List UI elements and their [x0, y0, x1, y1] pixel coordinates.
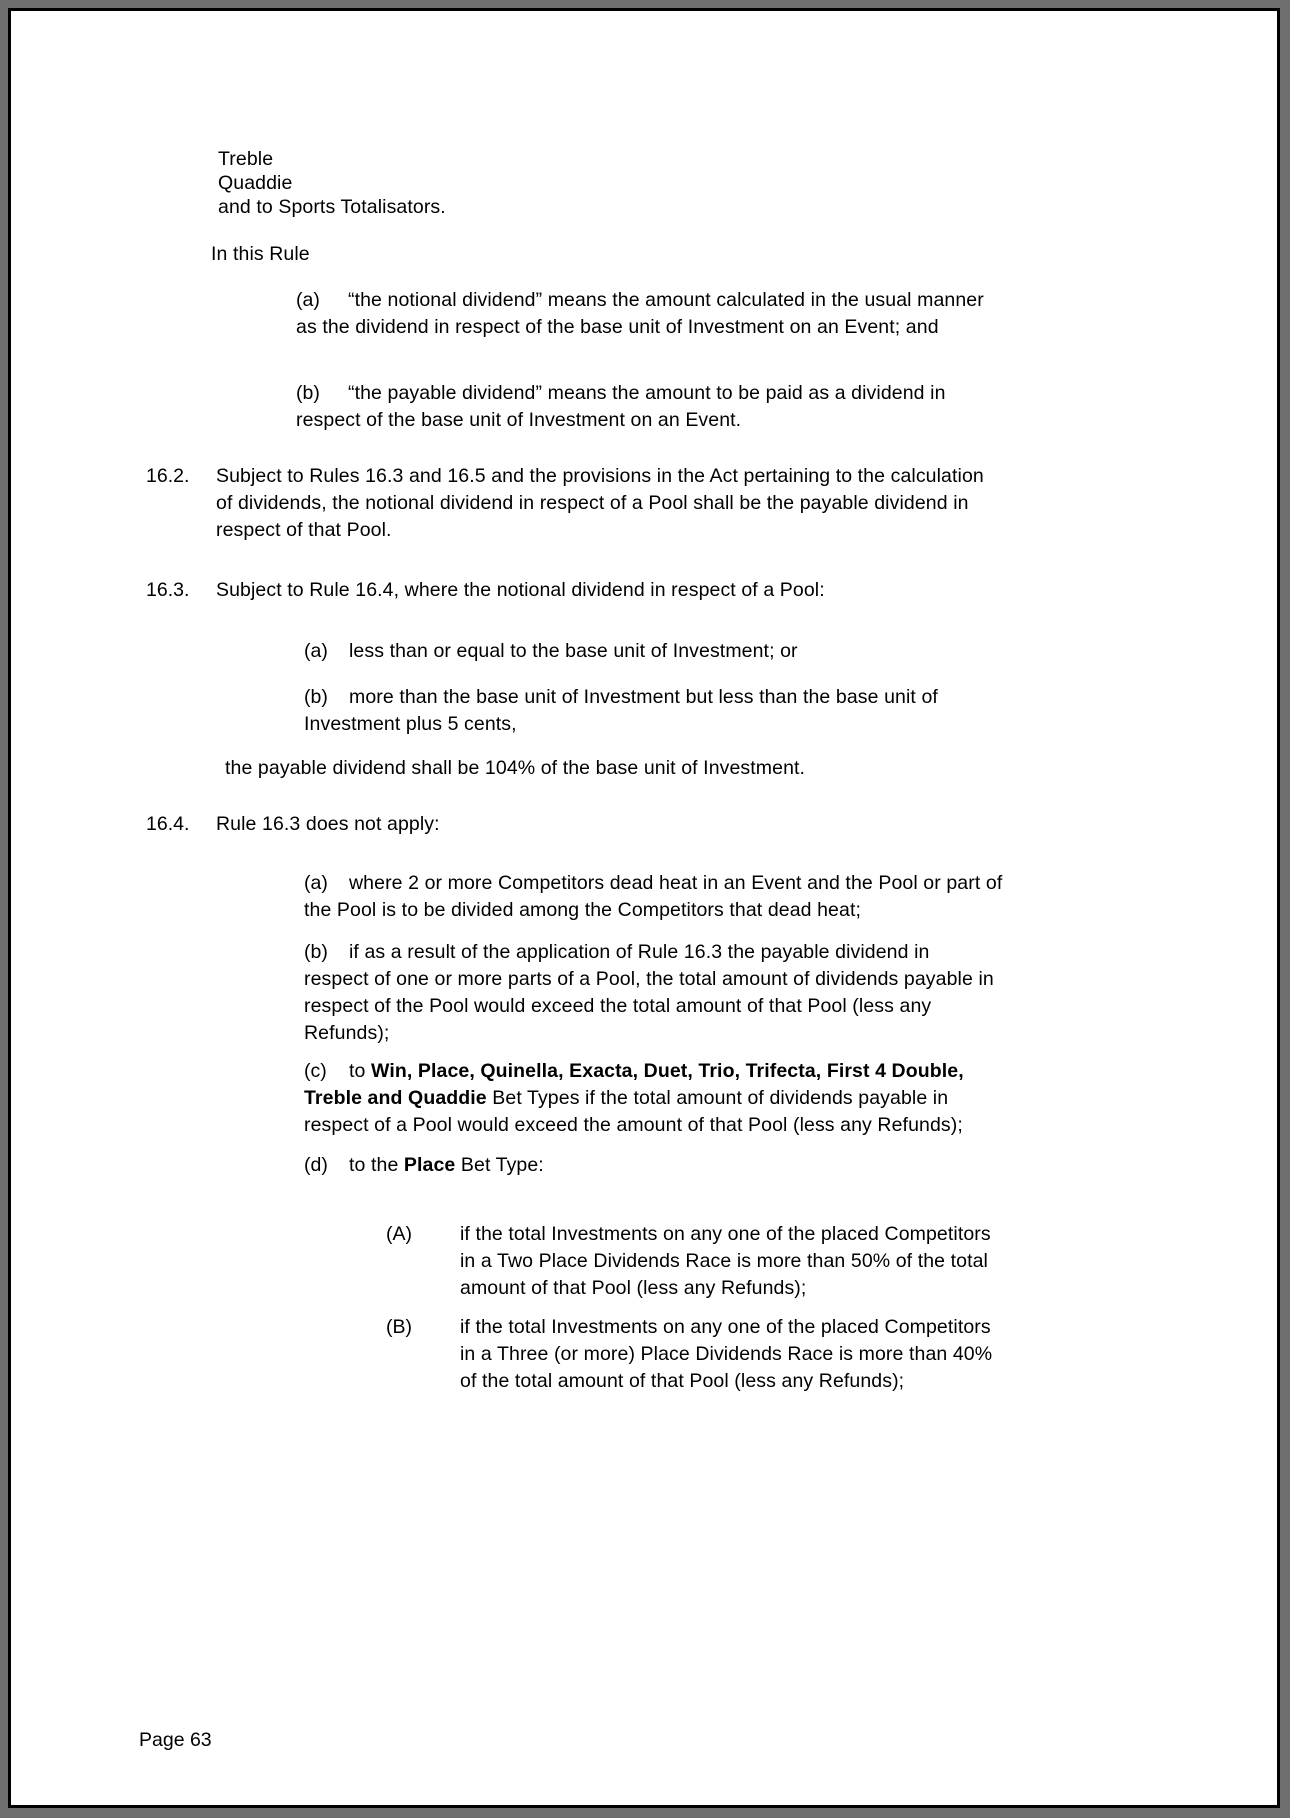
- clause-16-2-number: 16.2.: [146, 465, 190, 487]
- clause-16-3-item-b-marker: (b): [304, 686, 328, 708]
- document-page: [8, 8, 1280, 1808]
- clause-16-4-item-d-suffix: Bet Type:: [455, 1154, 544, 1176]
- intro-line-treble: Treble: [218, 148, 274, 170]
- clause-16-4-d-subitem-b-marker: (B): [386, 1316, 412, 1338]
- clause-16-4-item-a-marker: (a): [304, 872, 328, 894]
- clause-16-3-item-b-text: more than the base unit of Investment but less than the base unit of Investment plus 5 cents,: [304, 686, 938, 735]
- clause-16-4-item-c-text: [304, 1058, 994, 1139]
- in-this-rule-heading: In this Rule: [211, 243, 310, 265]
- clause-16-2-text: Subject to Rules 16.3 and 16.5 and the provisions in the Act pertaining to the calculation of dividends, the notional dividend in respect of a Pool shall be the payable dividend in respect of that Pool.: [216, 465, 984, 541]
- clause-16-4-item-b-text: if as a result of the application of Rule 16.3 the payable dividend in respect of one or more parts of a Pool, the total amount of dividends payable in respect of the Pool would exceed the total amount of that Pool (less any Refunds);: [304, 941, 994, 1044]
- intro-line-quaddie: Quaddie: [218, 172, 293, 194]
- clause-16-4-item-b-marker: (b): [304, 941, 328, 963]
- clause-16-4-item-d-prefix: to the: [349, 1154, 404, 1176]
- page-content: [11, 11, 1277, 1805]
- definition-item-b-text: “the payable dividend” means the amount to be paid as a dividend in respect of the base unit of Investment on an Event.: [296, 382, 946, 431]
- clause-16-3-item-a-text: less than or equal to the base unit of Investment; or: [349, 640, 798, 662]
- clause-16-3-closing-text: the payable dividend shall be 104% of the base unit of Investment.: [225, 757, 806, 779]
- clause-16-4-item-d-marker: (d): [304, 1154, 328, 1176]
- intro-line-sports-totalisators: and to Sports Totalisators.: [218, 196, 446, 218]
- clause-16-4-item-c-suffix: Bet Types if the total amount of dividends payable in respect of a Pool would exceed the amount of that Pool (less any Refunds);: [304, 1087, 963, 1136]
- clause-16-4-text: Rule 16.3 does not apply:: [216, 813, 440, 835]
- clause-16-3-text: Subject to Rule 16.4, where the notional dividend in respect of a Pool:: [216, 579, 825, 601]
- clause-16-3-item-a-marker: (a): [304, 640, 328, 662]
- clause-16-4-d-subitem-a-marker: (A): [386, 1223, 412, 1245]
- definition-item-a-text: “the notional dividend” means the amount calculated in the usual manner as the dividend in respect of the base unit of Investment on an Event; and: [296, 289, 984, 338]
- clause-16-4-item-d-text: [304, 1152, 994, 1179]
- clause-16-4-item-d-bet-type: Place: [403, 1154, 456, 1176]
- clause-16-4-number: 16.4.: [146, 813, 190, 835]
- definition-item-b-marker: (b): [296, 382, 320, 404]
- clause-16-4-item-c-marker: (c): [304, 1060, 327, 1082]
- definition-item-a-marker: (a): [296, 289, 320, 311]
- clause-16-4-d-subitem-a-text: if the total Investments on any one of the placed Competitors in a Two Place Dividends Race is more than 50% of the total amount of that Pool (less any Refunds);: [460, 1223, 991, 1299]
- clause-16-4-d-subitem-b-text: if the total Investments on any one of the placed Competitors in a Three (or more) Place Dividends Race is more than 40% of the total amount of that Pool (less any Refunds);: [460, 1316, 993, 1392]
- clause-16-4-item-c-bet-types: Win, Place, Quinella, Exacta, Duet, Trio, Trifecta, First 4 Double, Treble and Quaddie: [304, 1060, 964, 1109]
- clause-16-4-item-a-text: where 2 or more Competitors dead heat in an Event and the Pool or part of the Pool is to be divided among the Competitors that dead heat;: [304, 872, 1003, 921]
- clause-16-4-item-c-prefix: to: [349, 1060, 371, 1082]
- clause-16-3-number: 16.3.: [146, 579, 190, 601]
- page-footer-label: Page 63: [139, 1729, 212, 1751]
